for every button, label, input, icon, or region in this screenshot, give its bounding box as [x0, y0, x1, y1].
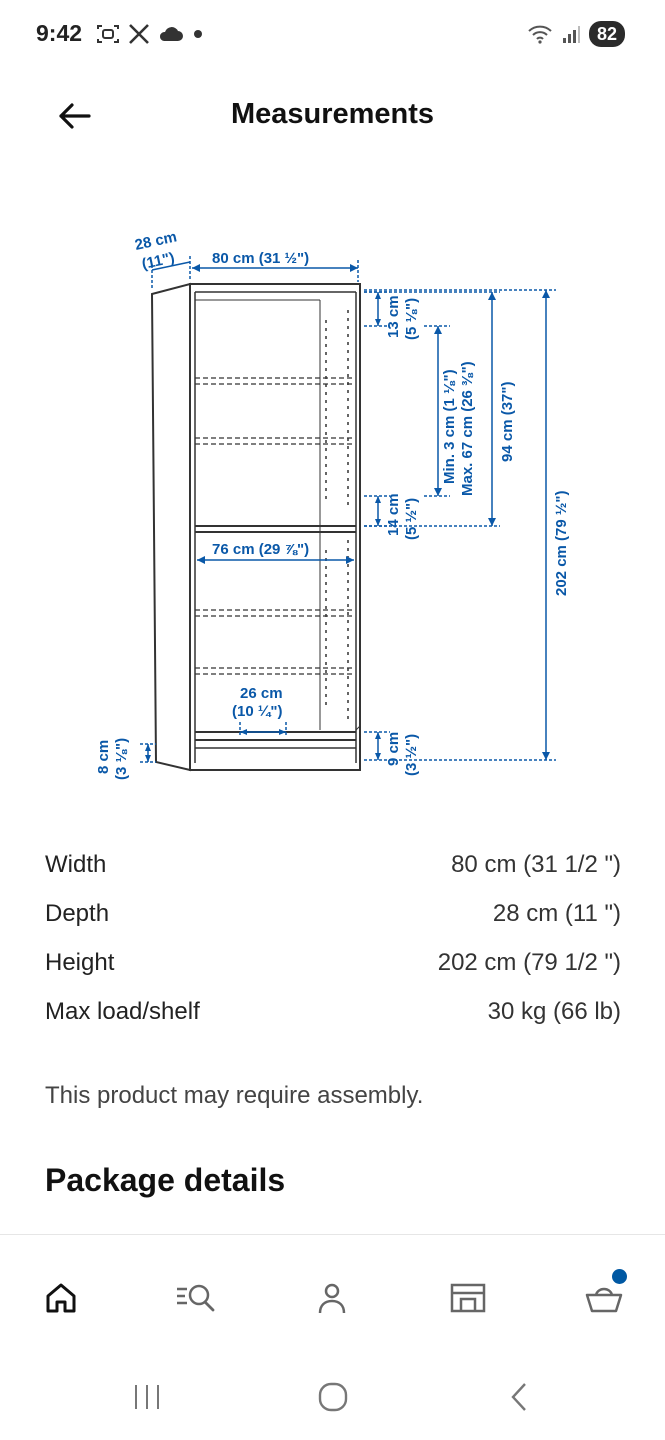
spec-label: Depth: [45, 899, 110, 927]
spec-label: Width: [45, 850, 107, 878]
plinth-left-label-2: (3 ⅛"): [113, 737, 130, 780]
assembly-note: This product may require assembly.: [45, 1082, 424, 1109]
package-details-heading[interactable]: Package details: [45, 1162, 286, 1198]
bottom-nav: [0, 1234, 665, 1354]
wifi-icon: [527, 23, 553, 45]
upper-height-label: 94 cm (37"): [499, 381, 516, 462]
inner-width-label: 76 cm (29 ⅞"): [212, 541, 310, 558]
spec-row-height: [45, 938, 621, 987]
search-list-icon: [173, 1281, 217, 1315]
depth-label-2: (11"): [140, 249, 177, 273]
width-label: 80 cm (31 ½"): [212, 250, 310, 267]
profile-icon: [315, 1281, 349, 1315]
shelf-adjust-label-2: Max. 67 cm (26 ⅜"): [459, 361, 476, 496]
plinth-right-label-2: (3 ½"): [403, 733, 420, 776]
back-system-button[interactable]: [494, 1374, 544, 1420]
spec-value: 80 cm (31 1/2 "): [451, 850, 621, 878]
store-icon: [448, 1281, 488, 1315]
measurement-diagram: [0, 210, 665, 810]
dot-icon: [192, 28, 204, 40]
header: [0, 80, 665, 152]
spec-value: 30 kg (66 lb): [487, 997, 621, 1025]
plinth-right-label-1: 9 cm: [385, 731, 402, 766]
top-gap-label-2: (5 ⅛"): [403, 297, 420, 340]
home-circle-icon: [317, 1381, 349, 1413]
plinth-left-label-1: 8 cm: [95, 739, 112, 774]
shelf-gap-label-2: (5 ½"): [403, 497, 420, 540]
status-icons-right: [527, 19, 625, 49]
system-nav: [0, 1354, 665, 1440]
page-title: Measurements: [230, 98, 435, 130]
total-height-label: 202 cm (79 ½"): [553, 490, 570, 596]
bookcase-drawing: [0, 210, 665, 810]
screenshot-icon: [96, 23, 120, 45]
shelf-gap-label-1: 14 cm: [385, 493, 402, 536]
recents-button[interactable]: [122, 1374, 172, 1420]
shelf-adjust-label-1: Min. 3 cm (1 ⅛"): [441, 369, 458, 484]
spec-row-width: [45, 840, 621, 889]
cart-icon: [584, 1281, 624, 1315]
spec-label: Max load/shelf: [45, 997, 200, 1025]
spec-list: [45, 840, 621, 1036]
signal-icon: [561, 24, 581, 44]
nav-cart[interactable]: [579, 1273, 629, 1323]
spec-row-max-load: [45, 987, 621, 1036]
nav-store[interactable]: [443, 1273, 493, 1323]
status-bar: [0, 0, 665, 70]
top-gap-label-1: 13 cm: [385, 295, 402, 338]
spec-value: 28 cm (11 "): [492, 899, 621, 927]
shelf-depth-label-2: (10 ¼"): [232, 703, 283, 720]
cart-badge: [612, 1269, 627, 1284]
battery-indicator: 82: [589, 21, 625, 47]
depth-label-1: 28 cm: [133, 228, 179, 254]
status-time: 9:42: [36, 20, 83, 46]
recents-icon: [132, 1383, 162, 1411]
status-icons-left: [96, 19, 204, 49]
side-panel: [152, 284, 190, 770]
nav-home[interactable]: [36, 1273, 86, 1323]
spec-value: 202 cm (79 1/2 "): [437, 948, 621, 976]
nav-profile[interactable]: [307, 1273, 357, 1323]
nav-search[interactable]: [170, 1273, 220, 1323]
home-icon: [44, 1281, 78, 1315]
back-chevron-icon: [507, 1381, 531, 1413]
home-system-button[interactable]: [308, 1374, 358, 1420]
x-icon: [128, 23, 150, 45]
shelf-depth-label-1: 26 cm: [240, 685, 283, 702]
cloud-icon: [158, 24, 184, 44]
spec-label: Height: [45, 948, 115, 976]
spec-row-depth: [45, 889, 621, 938]
